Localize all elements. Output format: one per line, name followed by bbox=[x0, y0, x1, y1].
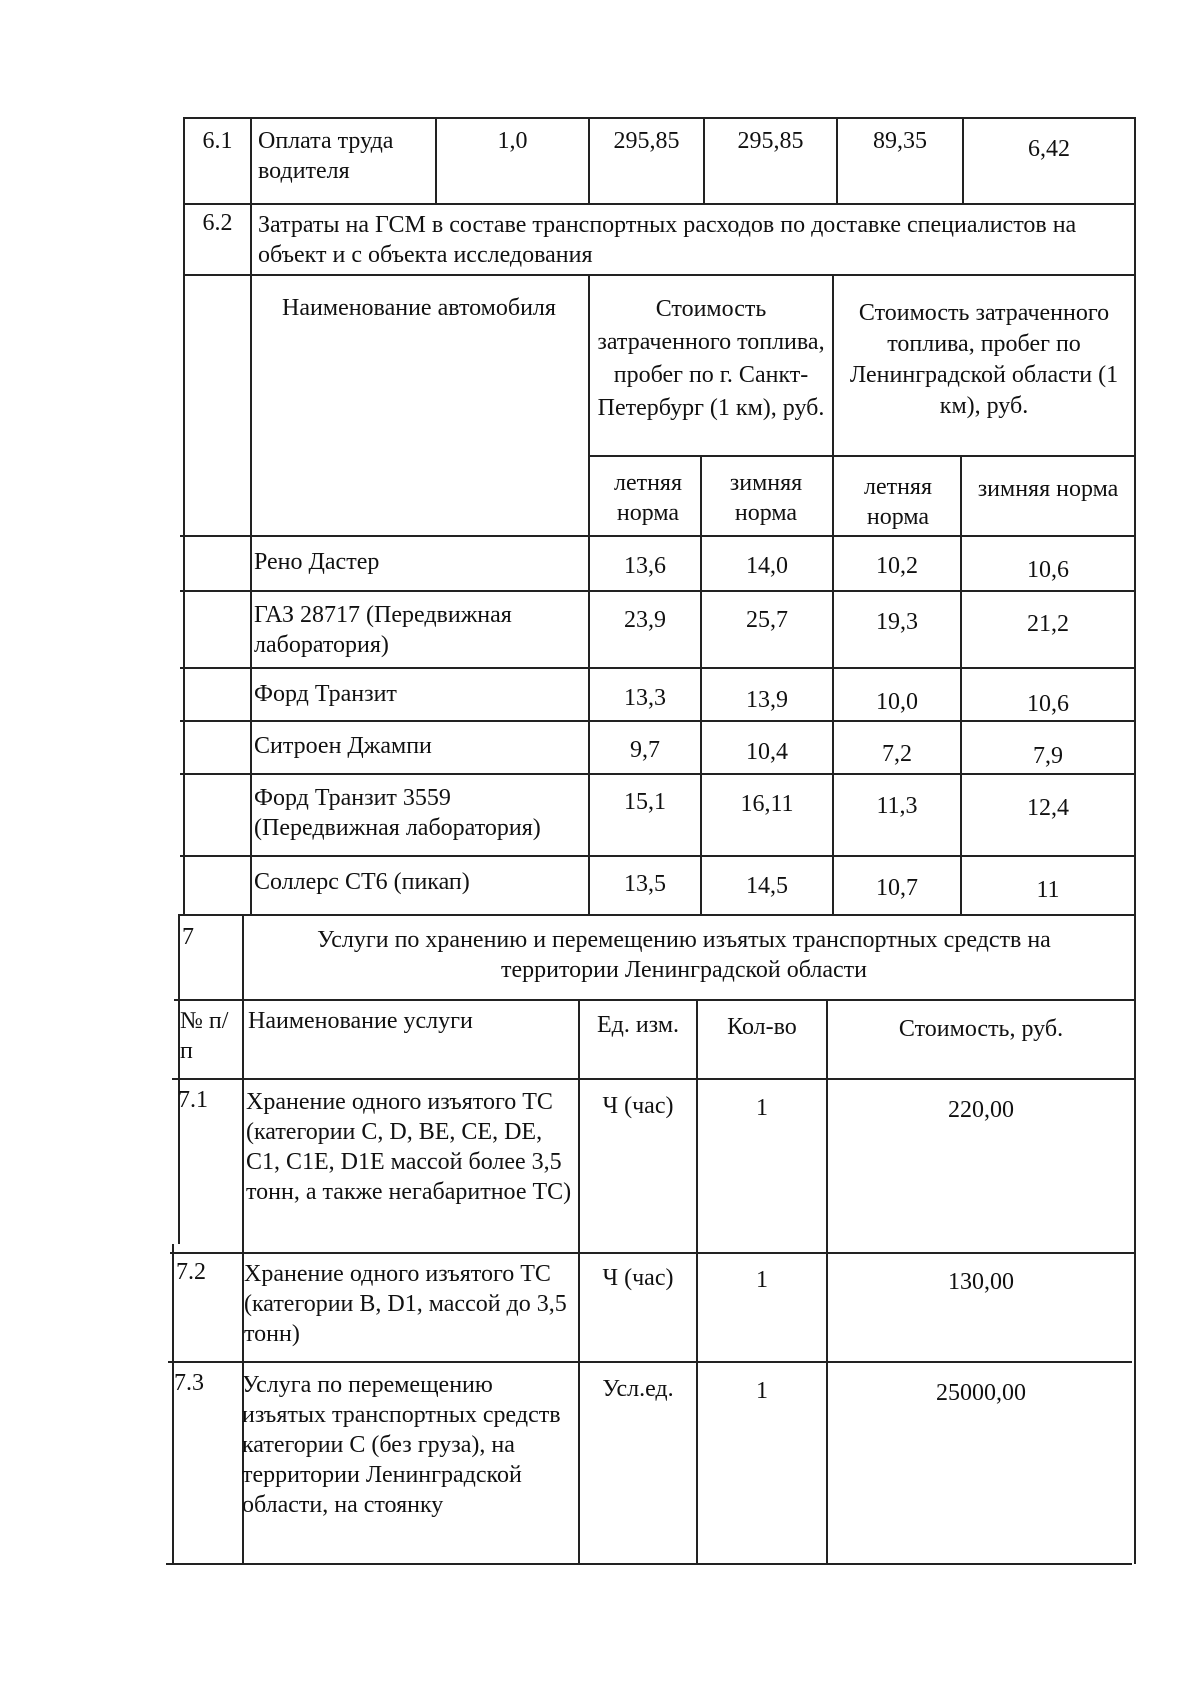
service-unit: Ч (час) bbox=[602, 1265, 674, 1291]
vehicle-spb-winter: 13,9 bbox=[746, 687, 788, 713]
vehicle-lo-summer: 7,2 bbox=[882, 741, 912, 767]
rule bbox=[180, 855, 1136, 857]
vehicle-lo-summer: 10,0 bbox=[876, 689, 918, 715]
service-unit: Усл.ед. bbox=[602, 1376, 674, 1402]
rule bbox=[180, 720, 1136, 722]
rule bbox=[172, 1244, 174, 1564]
vehicle-name: Форд Транзит 3559 (Передвижная лаборатория) bbox=[254, 785, 541, 841]
service-qty: 1 bbox=[756, 1378, 768, 1404]
vehicle-name: Соллерс СТ6 (пикап) bbox=[254, 869, 470, 895]
row-6-1-number: 6.1 bbox=[202, 128, 233, 154]
vehicle-lo-winter: 21,2 bbox=[1027, 611, 1069, 637]
service-cost: 130,00 bbox=[948, 1269, 1014, 1295]
row-6-1-name: Оплата труда водителя bbox=[258, 128, 394, 184]
vehicle-name: ГАЗ 28717 (Передвижная лаборатория) bbox=[254, 602, 512, 658]
section-7-title: Услуги по хранению и перемещению изъятых транспортных средств на территории Ленинградской области bbox=[317, 927, 1051, 983]
service-number: 7.3 bbox=[174, 1370, 204, 1396]
rule bbox=[250, 117, 252, 915]
vehicle-lo-summer: 10,2 bbox=[876, 553, 918, 579]
spb-summer-header: летняя норма bbox=[613, 470, 683, 526]
row-6-1-value-3: 89,35 bbox=[873, 128, 927, 154]
section-7-number: 7 bbox=[182, 924, 194, 950]
rule bbox=[180, 535, 1136, 537]
vehicle-spb-summer: 15,1 bbox=[624, 789, 666, 815]
services-cost-header: Стоимость, руб. bbox=[898, 1016, 1064, 1042]
services-unit-header: Ед. изм. bbox=[596, 1012, 680, 1038]
service-number: 7.2 bbox=[176, 1259, 206, 1285]
vehicle-spb-winter: 14,0 bbox=[746, 553, 788, 579]
vehicle-lo-summer: 11,3 bbox=[876, 793, 918, 819]
vehicle-name: Рено Дастер bbox=[254, 549, 380, 575]
vehicle-spb-winter: 25,7 bbox=[746, 607, 788, 633]
row-6-1-value-4: 6,42 bbox=[1028, 136, 1070, 162]
service-name: Хранение одного изъятого ТС (категории B, D1, массой до 3,5 тонн) bbox=[244, 1261, 567, 1347]
vehicle-lo-winter: 11 bbox=[1036, 877, 1060, 903]
service-qty: 1 bbox=[756, 1267, 768, 1293]
rule bbox=[178, 914, 180, 1244]
rule bbox=[174, 999, 1136, 1001]
service-unit: Ч (час) bbox=[602, 1093, 674, 1119]
rule bbox=[172, 1078, 1136, 1080]
vehicle-spb-winter: 10,4 bbox=[746, 739, 788, 765]
spb-cost-header: Стоимость затраченного топлива, пробег по г. Санкт-Петербург (1 км), руб. bbox=[597, 296, 825, 421]
vehicle-name-header: Наименование автомобиля bbox=[282, 295, 556, 321]
service-qty: 1 bbox=[756, 1095, 768, 1121]
vehicle-spb-summer: 13,5 bbox=[624, 871, 666, 897]
row-6-2-title: Затраты на ГСМ в составе транспортных расходов по доставке специалистов на объект и с объекта исследования bbox=[258, 212, 1077, 268]
service-name: Услуга по перемещению изъятых транспортных средств категории C (без груза), на территории Ленинградской области, на стоянку bbox=[242, 1372, 561, 1518]
rule bbox=[183, 203, 1136, 205]
services-qty-header: Кол-во bbox=[727, 1014, 797, 1040]
rule bbox=[588, 274, 590, 915]
services-number-header: № п/п bbox=[180, 1008, 229, 1064]
vehicle-spb-summer: 13,3 bbox=[624, 685, 666, 711]
vehicle-lo-winter: 12,4 bbox=[1027, 795, 1069, 821]
service-number: 7.1 bbox=[178, 1087, 208, 1113]
rule bbox=[183, 274, 1136, 276]
vehicle-spb-summer: 23,9 bbox=[624, 607, 666, 633]
service-cost: 220,00 bbox=[948, 1097, 1014, 1123]
vehicle-lo-winter: 7,9 bbox=[1033, 743, 1063, 769]
rule bbox=[180, 667, 1136, 669]
rule bbox=[168, 1361, 1132, 1363]
vehicle-name: Ситроен Джампи bbox=[254, 733, 432, 759]
rule bbox=[180, 590, 1136, 592]
rule bbox=[588, 455, 1136, 457]
lo-winter-header: зимняя норма bbox=[977, 476, 1119, 502]
service-cost: 25000,00 bbox=[936, 1380, 1026, 1406]
lo-cost-header: Стоимость затраченного топлива, пробег по Ленинградской области (1 км), руб. bbox=[849, 300, 1119, 419]
service-name: Хранение одного изъятого ТС (категории C, D, BE, CE, DE, C1, C1E, D1E массой более 3,5 тонн, а также негабаритное ТС) bbox=[246, 1089, 572, 1205]
services-name-header: Наименование услуги bbox=[248, 1008, 473, 1034]
vehicle-lo-winter: 10,6 bbox=[1027, 691, 1069, 717]
row-6-1-value-2: 295,85 bbox=[737, 128, 804, 154]
vehicle-lo-summer: 10,7 bbox=[876, 875, 918, 901]
rule bbox=[166, 1563, 1132, 1565]
rule bbox=[170, 1252, 1134, 1254]
rule bbox=[1134, 117, 1136, 1564]
vehicle-spb-winter: 14,5 bbox=[746, 873, 788, 899]
vehicle-lo-summer: 19,3 bbox=[876, 609, 918, 635]
rule bbox=[960, 455, 962, 915]
row-6-2-number: 6.2 bbox=[202, 210, 233, 236]
vehicle-spb-summer: 13,6 bbox=[624, 553, 666, 579]
spb-winter-header: зимняя норма bbox=[729, 470, 803, 526]
rule bbox=[180, 773, 1136, 775]
lo-summer-header: летняя норма bbox=[863, 474, 933, 530]
rule bbox=[183, 117, 1136, 119]
row-6-1-coef: 1,0 bbox=[497, 128, 528, 154]
vehicle-spb-winter: 16,11 bbox=[740, 791, 794, 817]
vehicle-spb-summer: 9,7 bbox=[630, 737, 660, 763]
row-6-1-value-1: 295,85 bbox=[613, 128, 680, 154]
rule bbox=[178, 914, 1136, 916]
vehicle-name: Форд Транзит bbox=[254, 681, 397, 707]
vehicle-lo-winter: 10,6 bbox=[1027, 557, 1069, 583]
